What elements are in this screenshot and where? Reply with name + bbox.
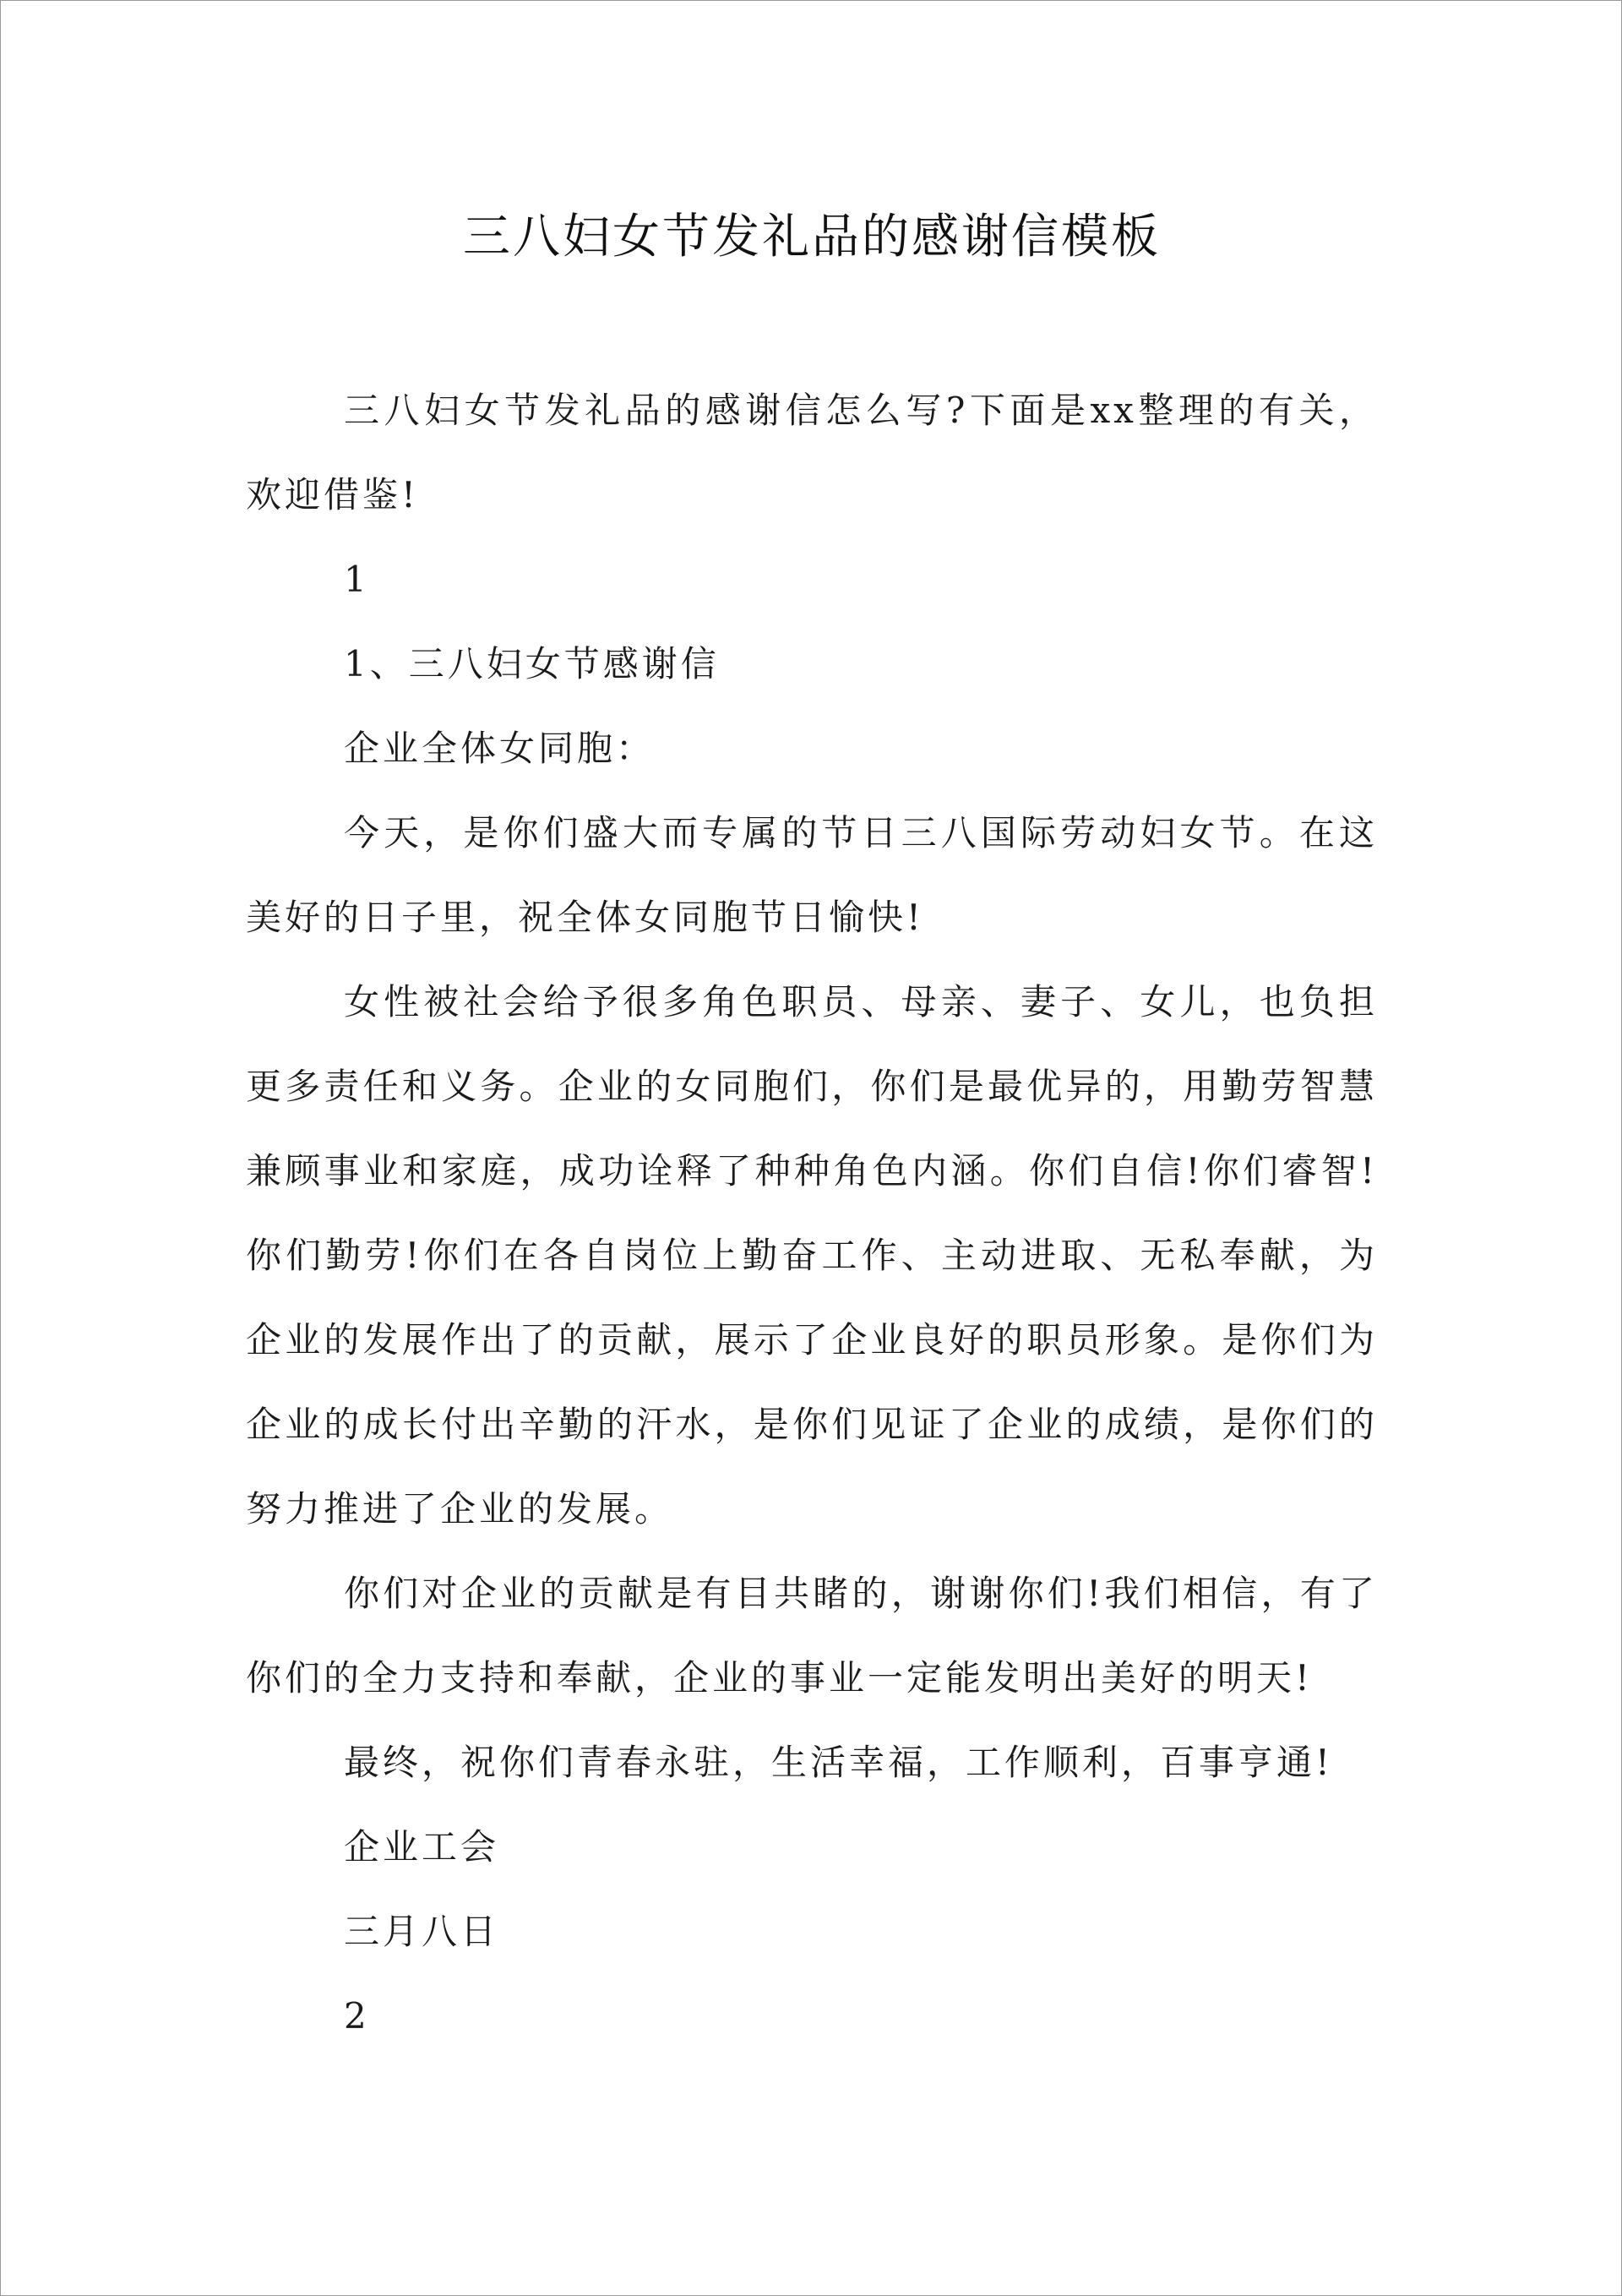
signature: 企业工会 xyxy=(344,1826,500,1868)
salutation: 企业全体女同胞： xyxy=(344,728,656,769)
section-heading: 1、三八妇女节感谢信 xyxy=(344,643,720,684)
body-paragraph: 今天，是你们盛大而专属的节日三八国际劳动妇女节。在这美好的日子里，祝全体女同胞节日愉快! xyxy=(246,812,1378,938)
section-number: 1 xyxy=(344,559,370,600)
document-title: 三八妇女节发礼品的感谢信模板 xyxy=(463,210,1161,265)
body-paragraph: 你们对企业的贡献是有目共睹的，谢谢你们!我们相信，有了你们的全力支持和奉献，企业的事业一定能发明出美好的明天! xyxy=(246,1573,1378,1699)
document-body xyxy=(246,368,1378,2059)
body-paragraph: 女性被社会给予很多角色职员、母亲、妻子、女儿，也负担更多责任和义务。企业的女同胞们，你们是最优异的，用勤劳智慧兼顾事业和家庭，成功诠释了种种角色内涵。你们自信!你们睿智!你们勤劳!你们在各自岗位上勤奋工作、主动进取、无私奉献，为企业的发展作出了的贡献，展示了企业良好的职员形象。是你们为企业的成长付出辛勤的汗水，是你们见证了企业的成绩，是你们的努力推进了企业的发展。 xyxy=(246,981,1378,1530)
section-number: 2 xyxy=(344,1995,370,2037)
intro-paragraph: 三八妇女节发礼品的感谢信怎么写?下面是xx整理的有关，欢迎借鉴! xyxy=(246,390,1378,515)
closing-wishes: 最终，祝你们青春永驻，生活幸福，工作顺利，百事亨通! xyxy=(344,1742,1333,1783)
date: 三月八日 xyxy=(344,1911,500,1952)
